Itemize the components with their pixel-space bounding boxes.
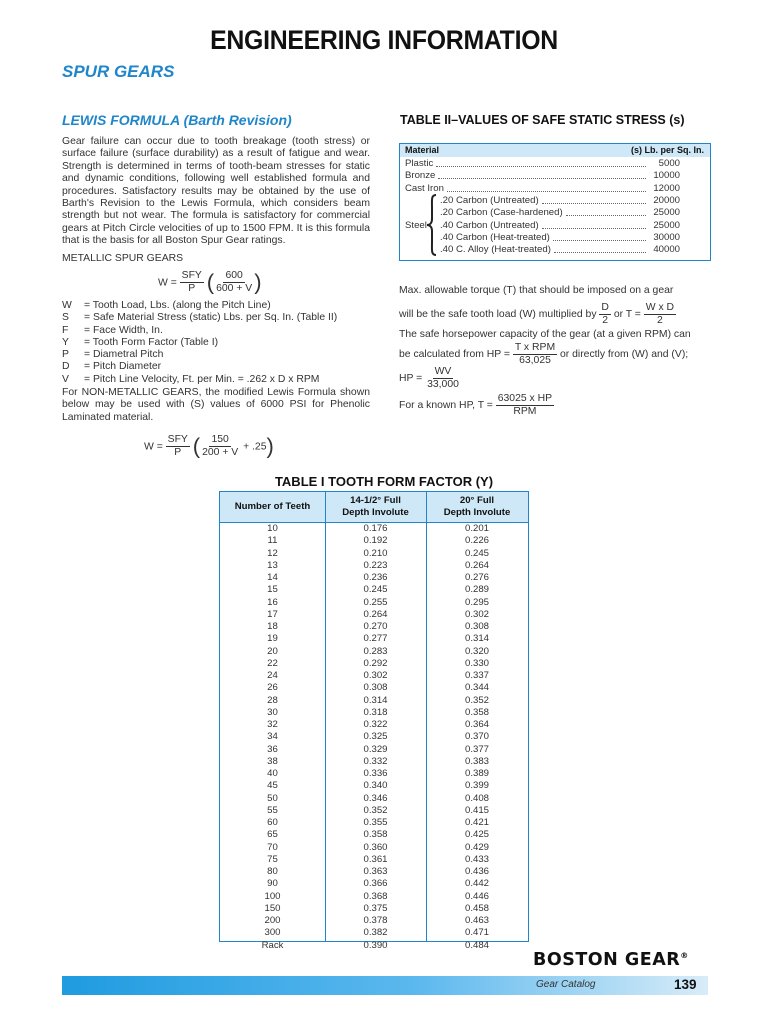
tooth-form-factor-table — [219, 491, 529, 951]
factor-14-5-cell: 0.360 — [363, 841, 388, 853]
section-title: SPUR GEARS — [62, 62, 175, 81]
fraction-numerator: W x D — [645, 301, 675, 313]
table-row — [220, 817, 528, 829]
table-row — [220, 609, 528, 621]
factor-20-cell: 0.429 — [464, 841, 489, 853]
variable-symbol: W — [62, 300, 72, 311]
torque-horsepower-section — [399, 278, 711, 417]
table2-row — [400, 207, 710, 219]
header-text: 14-1/2° Full — [350, 495, 401, 506]
stress-value-cell: 30000 — [653, 231, 680, 243]
table-row — [220, 927, 528, 939]
variable-definition: = Diametral Pitch — [84, 349, 164, 361]
table-row — [220, 707, 528, 719]
material-cell: .40 Carbon (Untreated) — [440, 219, 539, 231]
factor-20-cell: 0.415 — [464, 804, 489, 816]
variable-definition: = Tooth Load, Lbs. (along the Pitch Line) — [84, 300, 271, 311]
fraction-denominator: 63,025 — [519, 354, 551, 366]
variable-definition: = Pitch Diameter — [84, 361, 162, 373]
torque-line-3: The safe horsepower capacity of the gear (at a given RPM) can — [399, 328, 691, 340]
table-row — [220, 842, 528, 854]
fraction-numerator: 600 — [225, 270, 243, 281]
factor-14-5-cell: 0.322 — [363, 719, 388, 730]
header-text: Depth Involute — [342, 507, 409, 518]
factor-14-5-cell: 0.270 — [363, 621, 388, 632]
teeth-cell: 16 — [267, 596, 278, 608]
left-paren: ( — [206, 269, 215, 295]
teeth-cell: 70 — [267, 841, 278, 853]
factor-20-cell: 0.471 — [464, 927, 489, 939]
steel-group-label: Steel — [405, 220, 427, 231]
variable-row — [62, 361, 372, 373]
factor-20-cell: 0.389 — [464, 768, 489, 779]
variable-row — [62, 349, 372, 361]
brace-icon — [426, 194, 438, 256]
variable-row — [62, 325, 372, 337]
variable-row — [62, 337, 372, 349]
header-text: 20° Full — [459, 495, 495, 506]
known-hp-fraction — [496, 393, 554, 418]
table-row — [220, 940, 528, 952]
factor-14-5-cell: 0.223 — [363, 559, 388, 571]
factor-20-cell: 0.308 — [464, 621, 489, 632]
table-row — [220, 535, 528, 547]
stress-column-header: (s) Lb. per Sq. In. — [630, 145, 704, 155]
fraction-denominator: 33,000 — [427, 378, 459, 390]
stress-value-cell: 25000 — [653, 219, 680, 231]
factor-14-5-cell: 0.292 — [363, 657, 388, 669]
right-paren: ) — [266, 433, 274, 459]
fraction-numerator: WV — [434, 365, 452, 377]
table2-row — [400, 244, 710, 256]
table-row — [220, 731, 528, 743]
hp-formula — [399, 366, 711, 390]
teeth-cell: 50 — [267, 792, 278, 804]
teeth-cell: 38 — [267, 755, 278, 767]
table-row — [220, 854, 528, 866]
fraction-numerator: SFY — [167, 434, 188, 445]
teeth-cell: 14 — [267, 572, 278, 583]
factor-14-5-cell: 0.308 — [363, 682, 388, 694]
factor-14-5-cell: 0.390 — [363, 939, 388, 951]
intro-paragraph: Gear failure can occur due to tooth breakage (tooth stress) or surface failure (surface durability) as a result of fatigue and wear. Strength is determined in terms of tooth-beam stresses for static and dynamic conditions, following well established formula and procedures. Satisfactory results may be obtained by the use of Barth's Revision to the Lewis Formula, which considers beam strength but not wear. The formula is satisfactory for commercial gears at Pitch Circle velocities of up to 1500 FPM. It is this formula that is the basis for all Boston Spur Gear ratings. — [62, 136, 370, 247]
teeth-cell: 11 — [267, 535, 278, 547]
factor-20-cell: 0.383 — [464, 755, 489, 767]
table-row — [220, 719, 528, 731]
hp-torque-fraction — [513, 342, 557, 367]
teeth-cell: 75 — [267, 853, 278, 865]
teeth-cell: 26 — [267, 682, 278, 694]
factor-14-5-cell: 0.332 — [363, 755, 388, 767]
dot-leader — [566, 215, 646, 216]
formula-inner-fraction — [200, 434, 240, 459]
factor-14-5-cell: 0.176 — [363, 523, 388, 534]
factor-14-5-cell: 0.346 — [363, 792, 388, 804]
fraction-numerator: T x RPM — [514, 341, 556, 353]
variable-definition: = Face Width, In. — [84, 324, 163, 336]
fraction-denominator: P — [188, 283, 196, 294]
factor-20-cell: 0.484 — [464, 939, 489, 951]
material-cell: .20 Carbon (Untreated) — [440, 194, 539, 206]
material-cell: Bronze — [405, 170, 436, 182]
table2-heading: TABLE II–VALUES OF SAFE STATIC STRESS (s) — [400, 113, 685, 127]
lewis-formula-non-metallic — [144, 434, 274, 459]
stress-value-cell: 12000 — [653, 182, 680, 194]
factor-14-5-cell: 0.302 — [363, 670, 388, 681]
table-row — [220, 682, 528, 694]
factor-20-cell: 0.442 — [464, 878, 489, 890]
brand-name: BOSTON GEAR — [533, 950, 681, 970]
dot-leader — [436, 166, 646, 167]
fraction-denominator: 200 + V — [202, 447, 239, 458]
14-5-degree-column-header — [325, 492, 426, 522]
factor-20-cell: 0.370 — [464, 731, 489, 743]
factor-14-5-cell: 0.358 — [363, 829, 388, 841]
table-row — [220, 658, 528, 670]
factor-20-cell: 0.295 — [464, 596, 489, 608]
formula-fraction — [166, 434, 190, 459]
factor-14-5-cell: 0.363 — [363, 866, 388, 877]
torque-text: be calculated from HP = — [399, 348, 510, 360]
page-title: ENGINEERING INFORMATION — [210, 25, 558, 55]
teeth-cell: 28 — [267, 694, 278, 706]
table-row — [220, 866, 528, 878]
torque-text: or directly from (W) and (V); — [560, 348, 689, 360]
table-row — [220, 572, 528, 584]
table2-header-row — [400, 144, 710, 157]
catalog-label: Gear Catalog — [536, 979, 596, 990]
factor-20-cell: 0.289 — [464, 584, 489, 596]
factor-14-5-cell: 0.277 — [363, 633, 388, 645]
factor-14-5-cell: 0.245 — [363, 584, 388, 596]
variable-symbol: P — [62, 349, 69, 361]
lewis-formula-heading: LEWIS FORMULA (Barth Revision) — [62, 112, 292, 128]
table2-row — [400, 220, 710, 232]
20-degree-column-header — [426, 492, 528, 522]
table-row — [220, 915, 528, 927]
teeth-cell: 10 — [267, 523, 278, 534]
teeth-cell: 300 — [264, 927, 281, 939]
table-row — [220, 621, 528, 633]
table-row — [220, 878, 528, 890]
variable-symbol: Y — [62, 336, 69, 348]
table-row — [220, 670, 528, 682]
table2-row — [400, 158, 710, 170]
known-hp-formula — [399, 393, 711, 417]
fraction-numerator: 63025 x HP — [497, 392, 553, 404]
factor-14-5-cell: 0.336 — [363, 768, 388, 779]
factor-14-5-cell: 0.375 — [363, 902, 388, 914]
torque-fraction — [644, 302, 676, 327]
dot-leader — [438, 178, 646, 179]
factor-20-cell: 0.408 — [464, 792, 489, 804]
table-row — [220, 560, 528, 572]
hp-lhs: HP = — [399, 372, 423, 384]
table-row — [220, 584, 528, 596]
factor-14-5-cell: 0.264 — [363, 608, 388, 620]
stress-value-cell: 5000 — [658, 158, 680, 169]
factor-20-cell: 0.320 — [464, 645, 489, 657]
material-cell: Plastic — [405, 158, 434, 169]
table1-body — [220, 523, 528, 952]
table-row — [220, 646, 528, 658]
teeth-cell: 20 — [267, 645, 278, 657]
variable-row — [62, 374, 372, 386]
variable-symbol: F — [62, 324, 69, 336]
factor-20-cell: 0.264 — [464, 559, 489, 571]
factor-14-5-cell: 0.340 — [363, 780, 388, 792]
dot-leader — [447, 191, 646, 192]
fraction-denominator: 2 — [602, 314, 609, 326]
page-number: 139 — [674, 977, 697, 992]
teeth-cell: 90 — [267, 878, 278, 890]
factor-20-cell: 0.364 — [464, 719, 489, 730]
table-row — [220, 891, 528, 903]
factor-20-cell: 0.399 — [464, 780, 489, 792]
stress-value-cell: 20000 — [653, 194, 680, 206]
table-row — [220, 633, 528, 645]
table-row — [220, 523, 528, 535]
formula-lhs: W = — [144, 441, 163, 453]
stress-value-cell: 40000 — [653, 244, 680, 256]
factor-14-5-cell: 0.378 — [363, 915, 388, 926]
table-row — [220, 548, 528, 560]
teeth-cell: 30 — [267, 706, 278, 718]
teeth-cell: 150 — [264, 902, 281, 914]
variable-row — [62, 300, 372, 312]
teeth-cell: 13 — [267, 559, 278, 571]
fraction-denominator: RPM — [513, 405, 537, 417]
teeth-cell: 32 — [267, 719, 278, 730]
formula-inner-fraction — [214, 270, 254, 295]
hp-fraction — [425, 366, 461, 391]
factor-14-5-cell: 0.355 — [363, 817, 388, 828]
factor-20-cell: 0.245 — [464, 547, 489, 559]
formula-lhs: W = — [158, 277, 177, 289]
variable-definition: = Pitch Line Velocity, Ft. per Min. = .262 x D x RPM — [84, 373, 320, 385]
torque-line-4 — [399, 342, 711, 366]
table-row — [220, 744, 528, 756]
table-row — [220, 903, 528, 915]
torque-text: or T = — [613, 308, 641, 320]
metallic-spur-gears-label: METALLIC SPUR GEARS — [62, 253, 184, 264]
teeth-cell: 17 — [267, 608, 278, 620]
factor-20-cell: 0.421 — [464, 817, 489, 828]
teeth-cell: 12 — [267, 547, 278, 559]
table-row — [220, 597, 528, 609]
non-metallic-paragraph: For NON-METALLIC GEARS, the modified Lewis Formula shown below may be used with (S) values of 6000 PSI for Phenolic Laminated material. — [62, 387, 370, 423]
teeth-cell: 200 — [264, 915, 281, 926]
factor-20-cell: 0.330 — [464, 657, 489, 669]
teeth-cell: 34 — [267, 731, 278, 743]
variable-symbol: S — [62, 312, 69, 324]
teeth-cell: 65 — [267, 829, 278, 841]
variable-definition: = Safe Material Stress (static) Lbs. per Sq. In. (Table II) — [84, 312, 338, 324]
factor-14-5-cell: 0.329 — [363, 743, 388, 755]
factor-14-5-cell: 0.382 — [363, 927, 388, 939]
torque-text: will be the safe tooth load (W) multiplied by — [399, 308, 597, 320]
formula-fraction — [180, 270, 204, 295]
factor-14-5-cell: 0.352 — [363, 804, 388, 816]
teeth-cell: 36 — [267, 743, 278, 755]
material-cell: .40 Carbon (Heat-treated) — [440, 231, 550, 243]
factor-14-5-cell: 0.192 — [363, 535, 388, 547]
table-row — [220, 829, 528, 841]
factor-14-5-cell: 0.368 — [363, 890, 388, 902]
variable-symbol: V — [62, 373, 69, 385]
teeth-cell: 80 — [267, 866, 278, 877]
fraction-numerator: 150 — [211, 434, 229, 445]
factor-14-5-cell: 0.366 — [363, 878, 388, 890]
factor-14-5-cell: 0.361 — [363, 853, 388, 865]
d-over-2-fraction — [599, 302, 611, 327]
material-cell: Cast Iron — [405, 182, 444, 194]
teeth-cell: 55 — [267, 804, 278, 816]
right-paren: ) — [254, 269, 262, 295]
table-row — [220, 805, 528, 817]
factor-20-cell: 0.302 — [464, 608, 489, 620]
factor-20-cell: 0.433 — [464, 853, 489, 865]
fraction-denominator: 600 + V — [216, 283, 253, 294]
factor-20-cell: 0.463 — [464, 915, 489, 926]
table2-row — [400, 195, 710, 207]
factor-20-cell: 0.458 — [464, 902, 489, 914]
dot-leader — [542, 228, 646, 229]
teeth-column-header — [220, 492, 325, 522]
lewis-formula-metallic — [158, 270, 262, 295]
torque-line-1: Max. allowable torque (T) that should be imposed on a gear — [399, 284, 674, 296]
boston-gear-logo — [533, 950, 689, 970]
teeth-cell: Rack — [261, 939, 284, 951]
header-text: Depth Involute — [443, 507, 511, 518]
factor-20-cell: 0.276 — [464, 572, 489, 583]
fraction-denominator: 2 — [657, 314, 663, 326]
teeth-cell: 22 — [267, 657, 278, 669]
fraction-numerator: SFY — [181, 270, 202, 281]
factor-20-cell: 0.201 — [464, 523, 489, 534]
table-row — [220, 756, 528, 768]
header-text: Number of Teeth — [234, 501, 311, 512]
factor-20-cell: 0.337 — [464, 670, 489, 681]
table2-row — [400, 170, 710, 182]
factor-14-5-cell: 0.283 — [363, 645, 388, 657]
footer-bar — [62, 976, 708, 995]
variable-definition: = Tooth Form Factor (Table I) — [84, 336, 219, 348]
material-cell: .20 Carbon (Case-hardened) — [440, 207, 563, 219]
factor-20-cell: 0.358 — [464, 706, 489, 718]
teeth-cell: 100 — [264, 890, 281, 902]
factor-20-cell: 0.352 — [464, 694, 489, 706]
table2-row — [400, 232, 710, 244]
formula-tail: + .25 — [243, 441, 267, 453]
teeth-cell: 18 — [267, 621, 278, 632]
variable-symbol: D — [62, 361, 70, 373]
table2-row — [400, 183, 710, 195]
factor-20-cell: 0.446 — [464, 890, 489, 902]
factor-14-5-cell: 0.255 — [363, 596, 388, 608]
table-row — [220, 695, 528, 707]
factor-14-5-cell: 0.314 — [363, 694, 388, 706]
factor-20-cell: 0.344 — [464, 682, 489, 694]
left-paren: ( — [192, 433, 201, 459]
teeth-cell: 19 — [267, 633, 278, 645]
variable-row — [62, 312, 372, 324]
dot-leader — [553, 240, 646, 241]
variable-definitions — [62, 300, 372, 386]
factor-14-5-cell: 0.210 — [363, 547, 388, 559]
torque-line-2 — [399, 302, 711, 326]
dot-leader — [542, 203, 646, 204]
factor-20-cell: 0.314 — [464, 633, 489, 645]
fraction-denominator: P — [174, 447, 182, 458]
stress-value-cell: 10000 — [653, 170, 680, 182]
factor-20-cell: 0.377 — [464, 743, 489, 755]
teeth-cell: 15 — [267, 584, 278, 596]
table1-heading: TABLE I TOOTH FORM FACTOR (Y) — [274, 474, 494, 489]
material-column-header: Material — [405, 145, 440, 155]
table-row — [220, 780, 528, 792]
factor-14-5-cell: 0.318 — [363, 706, 388, 718]
table1-header-row — [220, 492, 528, 523]
material-cell: .40 C. Alloy (Heat-treated) — [440, 244, 551, 256]
table-row — [220, 793, 528, 805]
teeth-cell: 45 — [267, 780, 278, 792]
teeth-cell: 40 — [267, 768, 278, 779]
dot-leader — [554, 252, 646, 253]
registered-mark: ® — [680, 951, 689, 961]
fraction-numerator: D — [601, 301, 609, 313]
safe-static-stress-table — [399, 143, 711, 261]
factor-20-cell: 0.436 — [464, 866, 489, 877]
factor-20-cell: 0.425 — [464, 829, 489, 841]
factor-14-5-cell: 0.236 — [363, 572, 388, 583]
teeth-cell: 60 — [267, 817, 278, 828]
teeth-cell: 24 — [267, 670, 278, 681]
table-row — [220, 768, 528, 780]
known-hp-lhs: For a known HP, T = — [399, 399, 493, 411]
factor-20-cell: 0.226 — [464, 535, 489, 547]
stress-value-cell: 25000 — [653, 207, 680, 219]
factor-14-5-cell: 0.325 — [363, 731, 388, 743]
